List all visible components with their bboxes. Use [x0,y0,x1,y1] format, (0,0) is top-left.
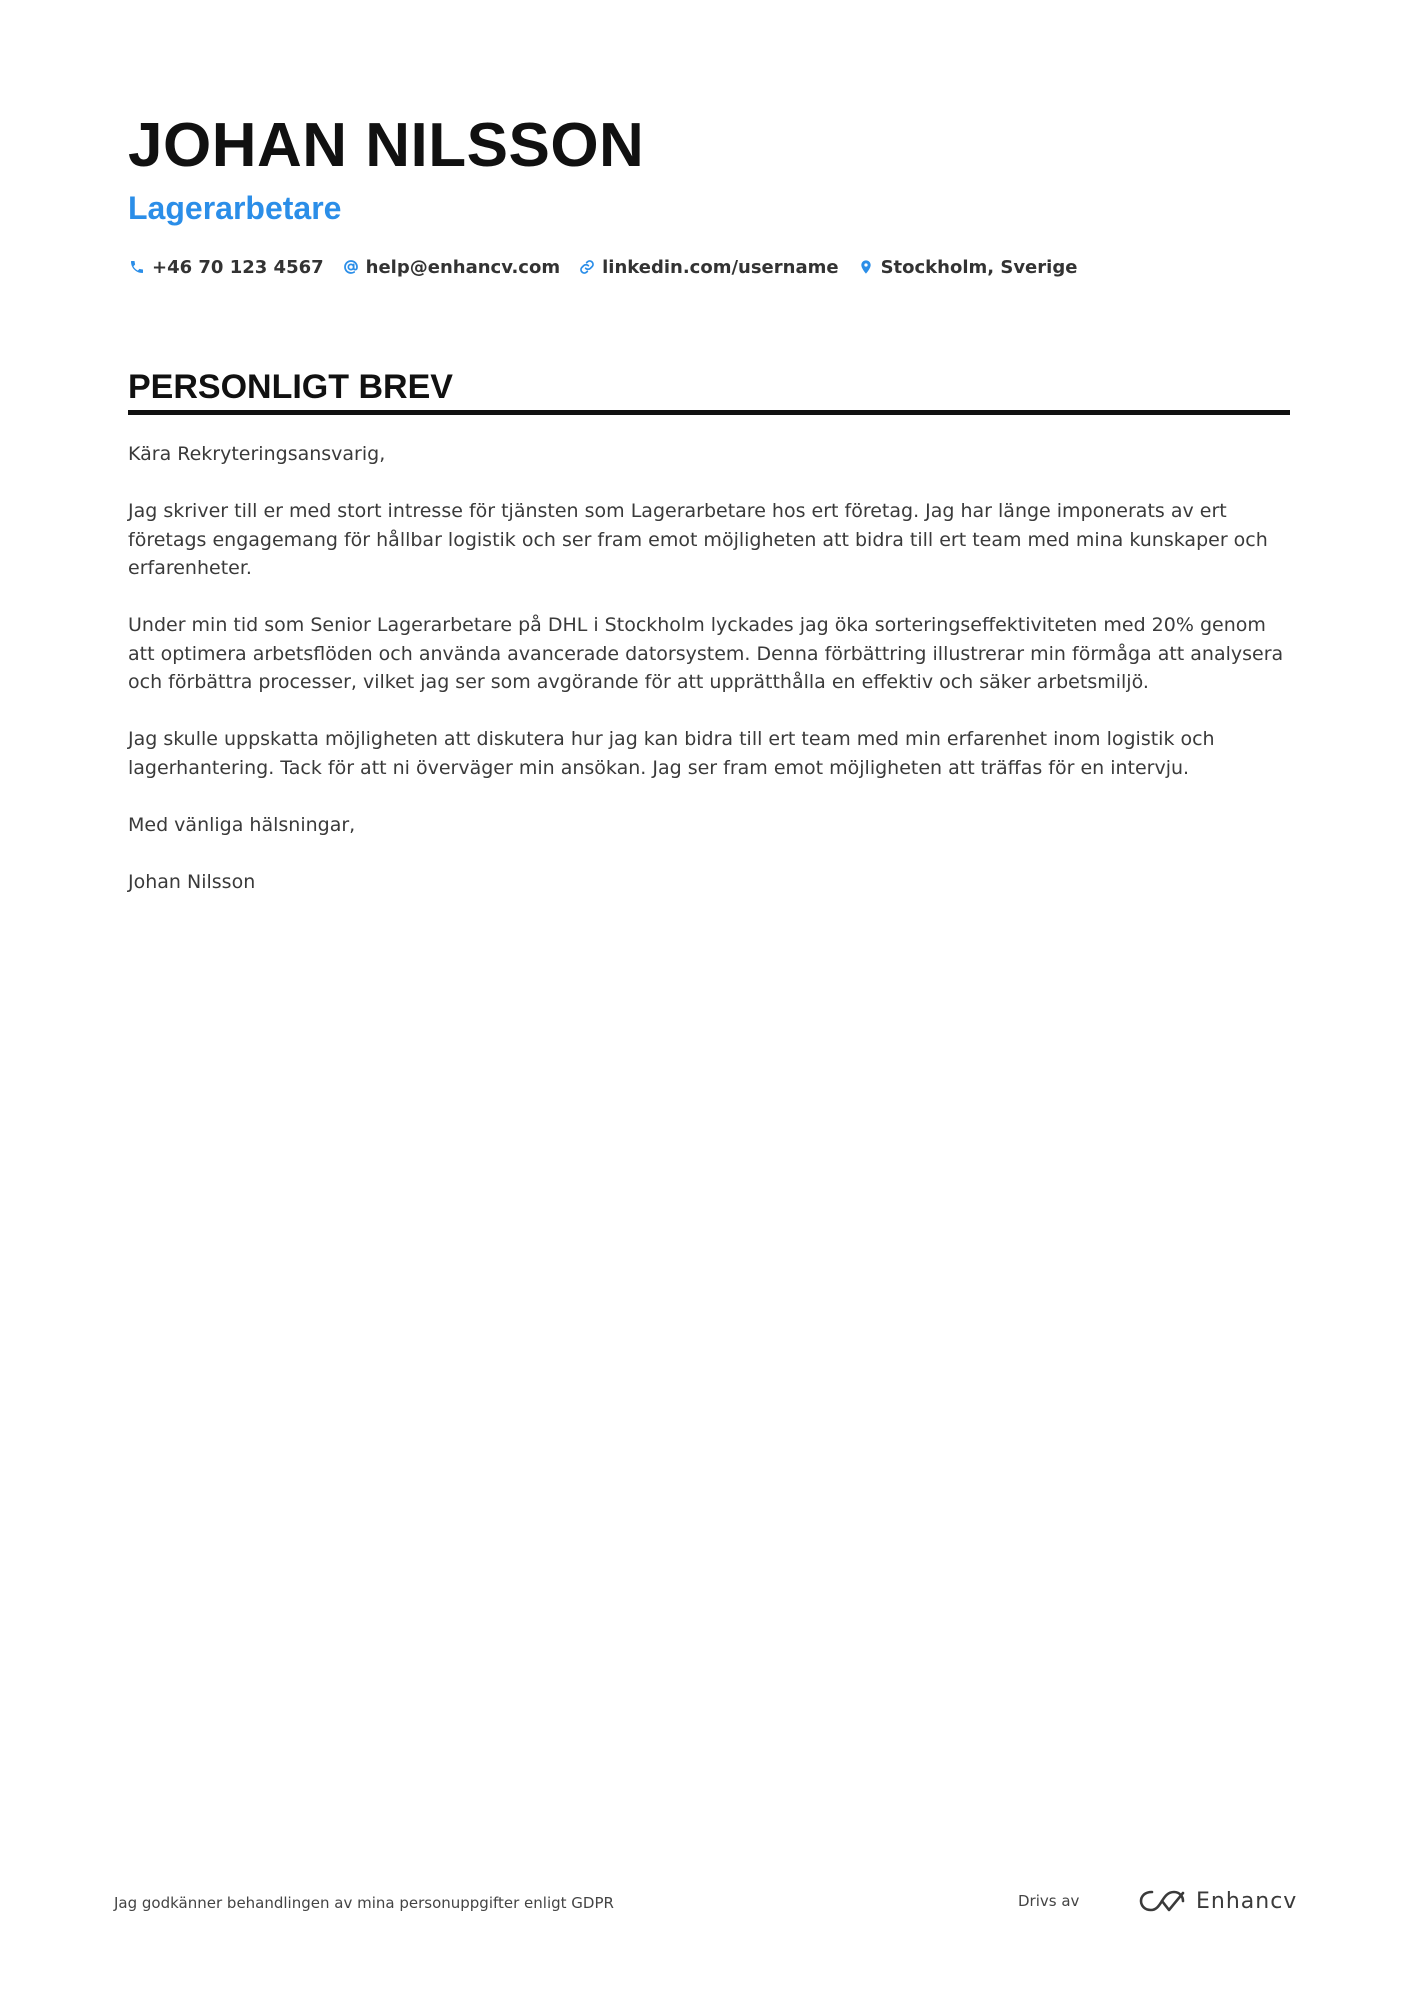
letter-paragraph: Jag skulle uppskatta möjligheten att diskutera hur jag kan bidra till ert team med min erfarenhet inom logistik och lagerhantering. Tack för att ni överväger min ansökan. Jag ser fram emot möjligheten att träffas för en intervju. [128,728,1215,779]
page-footer [0,1880,1410,1930]
contact-phone [128,257,324,278]
enhancv-brand-link[interactable] [1138,1884,1297,1918]
letter-signature: Johan Nilsson [128,870,256,893]
letter-closing: Med vänliga hälsningar, [128,813,356,836]
applicant-name: JOHAN NILSSON [128,111,645,180]
contact-bar [128,252,1095,282]
letter-paragraph: Under min tid som Senior Lagerarbetare på DHL i Stockholm lyckades jag öka sorteringseffektiviteten med 20% genom att optimera arbetsflöden och använda avancerade datorsystem. Denna förbättring illustrerar min förmåga att analysera och förbättra processer, vilket jag ser som avgörande för att upprätthålla en effektiv och säker arbetsmiljö. [128,614,1284,693]
enhancv-logo-icon [1138,1888,1186,1914]
gdpr-consent-text: Jag godkänner behandlingen av mina personuppgifter enligt GDPR [114,1894,614,1912]
letter-greeting: Kära Rekryteringsansvarig, [128,443,386,465]
at-icon [342,258,360,276]
phone-icon [128,258,146,276]
phone-number: +46 70 123 4567 [152,256,324,278]
letter-paragraph: Jag skriver till er med stort intresse för tjänsten som Lagerarbetare hos ert företag. Jag har länge imponerats av ert företags engagemang för hållbar logistik och ser fram emot möjligheten att bidra till ert team med mina kunskaper och erfarenheter. [128,500,1268,579]
section-divider [128,410,1290,415]
linkedin-url: linkedin.com/username [602,256,839,278]
location: Stockholm, Sverige [880,256,1078,278]
job-title: Lagerarbetare [128,190,342,226]
contact-email [342,257,560,278]
powered-by-label: Drivs av [1018,1892,1080,1910]
contact-linkedin [578,257,838,278]
section-title: PERSONLIGT BREV [128,368,453,406]
location-pin-icon [857,258,875,276]
email-address: help@enhancv.com [365,256,561,278]
link-icon [578,258,596,276]
enhancv-brand-name: Enhancv [1196,1888,1298,1914]
letter-body [128,440,1290,925]
contact-location [857,257,1078,278]
